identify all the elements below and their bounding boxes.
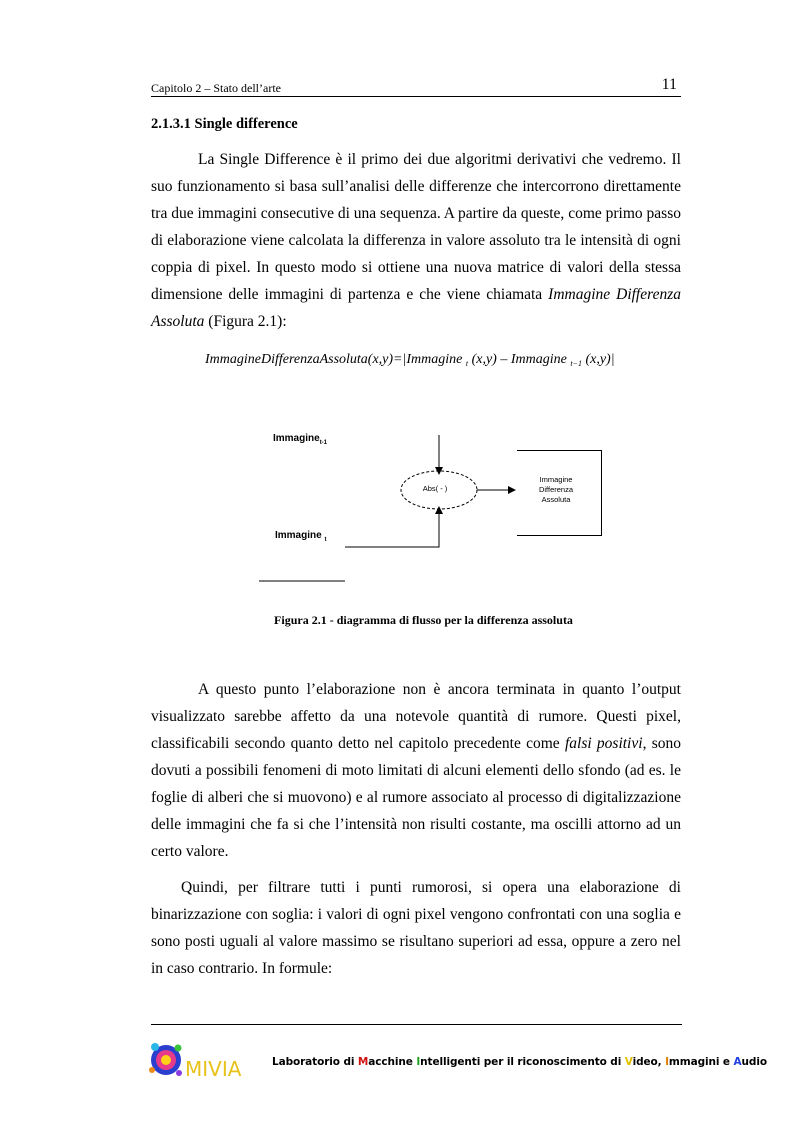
arrow-output-head bbox=[508, 486, 516, 494]
formula-end: (x,y)| bbox=[581, 352, 615, 367]
logo-graphic bbox=[146, 1040, 246, 1086]
section-heading: 2.1.3.1 Single difference bbox=[151, 116, 298, 132]
paragraph-3-text: Quindi, per filtrare tutti i punti rumorosi, si opera una elaborazione di binarizzazione con soglia: i valori di ogni pixel vengono confrontati con una soglia e sono posti uguali al valore massimo se risultano superiori ad essa, oppure a zero nel in caso contrario. In formule: bbox=[151, 879, 681, 977]
paragraph-2-text: A questo punto l’elaborazione non è ancora terminata in quanto l’output visualizzato sarebbe affetto da una notevole quantità di rumore. Questi pixel, classificabili secondo quanto detto nel capitolo precedente come bbox=[151, 681, 681, 752]
formula-sub-t: t bbox=[465, 359, 469, 368]
footer-rule bbox=[151, 1024, 682, 1025]
input-top-label: Immagine$_{t-1}$ bbox=[273, 433, 328, 446]
chapter-title: Capitolo 2 – Stato dell’arte bbox=[151, 81, 281, 95]
paragraph-1-emphasis: Immagine Differenza Assoluta bbox=[151, 286, 681, 330]
operator-label: Abs( - ) bbox=[422, 484, 448, 493]
arrow-bottom-line bbox=[345, 513, 439, 547]
figure-caption: Figura 2.1 - diagramma di flusso per la differenza assoluta bbox=[274, 613, 573, 627]
paragraph-2-emphasis: falsi positivi bbox=[564, 735, 643, 752]
formula-mid: (x,y) – Immagine bbox=[468, 352, 571, 367]
output-label: Immagine Differenza Assoluta bbox=[538, 475, 574, 504]
page-number: 11 bbox=[661, 76, 677, 93]
page-header bbox=[151, 70, 681, 97]
paragraph-1-text: La Single Difference è il primo dei due algoritmi derivativi che vedremo. Il suo funzionamento si basa sull’analisi delle differenze che intercorrono direttamente tra due immagini consecutive di una sequenza. A partire da queste, come primo passo di elaborazione viene calcolata la differenza in valore assoluto tra le intensità di ogni coppia di pixel. In questo modo si ottiene una nuova matrice di valori della stessa dimensione delle immagini di partenza e che viene chiamata bbox=[151, 151, 681, 303]
paragraph-3 bbox=[151, 874, 681, 982]
paragraph-1 bbox=[151, 146, 681, 335]
arrow-bottom-head bbox=[435, 506, 443, 514]
mivia-logo bbox=[146, 1040, 246, 1086]
formula-lhs: ImmagineDifferenzaAssoluta(x,y)=|Immagine bbox=[205, 352, 466, 367]
paragraph-1-end: (Figura 2.1): bbox=[204, 313, 287, 330]
input-bottom-label: Immagine $_t$ bbox=[275, 530, 327, 543]
formula bbox=[205, 352, 615, 368]
paragraph-2-end: , sono dovuti a possibili fenomeni di moto limitati di alcuni elementi dello sfondo (ad es. le foglie di alberi che si muovono) e al rumore associato al processo di digitalizzazione delle immagini che fa si che l’intensità non risulti costante, ma oscilli attorno ad un certo valore. bbox=[151, 735, 681, 860]
lab-name: Laboratorio di Macchine Intelligenti per il riconoscimento di Video, Immagini e Audio bbox=[272, 1056, 767, 1068]
paragraph-2 bbox=[151, 676, 681, 865]
flow-diagram bbox=[250, 425, 610, 595]
formula-sub-t1: t−1 bbox=[570, 359, 582, 368]
svg-text:MIVIA: MIVIA bbox=[185, 1057, 242, 1081]
